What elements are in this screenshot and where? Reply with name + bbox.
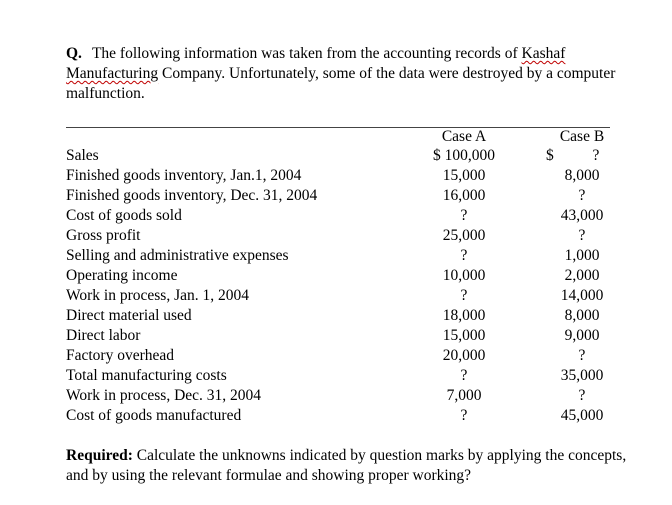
row-label: Finished goods inventory, Dec. 31, 2004	[66, 187, 318, 204]
question-intro: The following information was taken from the accounting records of	[91, 45, 522, 62]
table-row	[0, 166, 672, 186]
case-a-value: 15,000	[442, 327, 486, 344]
case-a-value: 20,000	[442, 347, 486, 364]
case-b-value: 43,000	[560, 207, 604, 224]
row-label: Cost of goods manufactured	[66, 407, 242, 424]
case-a-value: 18,000	[442, 307, 486, 324]
case-a-value: ?	[460, 207, 468, 224]
case-b-value: 1,000	[564, 247, 600, 264]
question-number: Q.	[66, 45, 82, 62]
row-label: Direct labor	[66, 327, 141, 344]
case-b-dollar-sign: $	[546, 147, 554, 164]
case-b-value: 45,000	[560, 407, 604, 424]
table-row	[0, 346, 672, 366]
table-row	[0, 266, 672, 286]
question-rest: Company. Unfortunately, some of the data were destroyed by a computer malfunction.	[66, 65, 616, 102]
case-a-header: Case A	[441, 128, 487, 145]
question-text	[66, 44, 626, 104]
case-a-value: 16,000	[442, 187, 486, 204]
table-row	[0, 286, 672, 306]
table-row	[0, 226, 672, 246]
case-b-value: ?	[592, 147, 600, 164]
case-b-value: ?	[578, 387, 586, 404]
table-row	[0, 146, 672, 166]
case-a-value: ?	[460, 287, 468, 304]
row-label: Sales	[66, 147, 99, 164]
company-name-part2: Manufacturing	[66, 65, 159, 82]
case-b-value: ?	[578, 187, 586, 204]
row-label: Operating income	[66, 267, 178, 284]
case-a-value: ?	[460, 247, 468, 264]
company-name-part1: Kashaf	[521, 45, 566, 62]
case-a-value: 7,000	[446, 387, 482, 404]
required-label: Required:	[66, 447, 133, 464]
case-a-value: 25,000	[442, 227, 486, 244]
case-b-value: 35,000	[560, 367, 604, 384]
case-b-value: ?	[578, 347, 586, 364]
row-label: Factory overhead	[66, 347, 175, 364]
table-row	[0, 246, 672, 266]
case-b-value: 14,000	[560, 287, 604, 304]
row-label: Work in process, Dec. 31, 2004	[66, 387, 262, 404]
case-b-value: 2,000	[564, 267, 600, 284]
table-row	[0, 306, 672, 326]
case-a-value: 10,000	[442, 267, 486, 284]
table-row	[0, 366, 672, 386]
row-label: Work in process, Jan. 1, 2004	[66, 287, 250, 304]
case-a-value: 15,000	[442, 167, 486, 184]
required-text: Calculate the unknowns indicated by question marks by applying the concepts, and by using the relevant formulae and showing proper working?	[66, 447, 627, 484]
case-b-header: Case B	[559, 128, 605, 145]
table-row	[0, 186, 672, 206]
table-row	[0, 406, 672, 426]
case-a-value: ?	[460, 367, 468, 384]
row-label: Gross profit	[66, 227, 141, 244]
table-top-rule	[66, 127, 610, 128]
row-label: Total manufacturing costs	[66, 367, 227, 384]
table-row	[0, 326, 672, 346]
case-a-value: ?	[460, 407, 468, 424]
case-b-value: 9,000	[564, 327, 600, 344]
required-instruction	[66, 446, 632, 486]
row-label: Finished goods inventory, Jan.1, 2004	[66, 167, 302, 184]
row-label: Selling and administrative expenses	[66, 247, 289, 264]
table-row	[0, 206, 672, 226]
case-b-value: 8,000	[564, 307, 600, 324]
row-label: Direct material used	[66, 307, 192, 324]
case-a-value: $ 100,000	[433, 147, 495, 164]
case-b-value: 8,000	[564, 167, 600, 184]
case-b-value: ?	[578, 227, 586, 244]
table-row	[0, 386, 672, 406]
row-label: Cost of goods sold	[66, 207, 182, 224]
